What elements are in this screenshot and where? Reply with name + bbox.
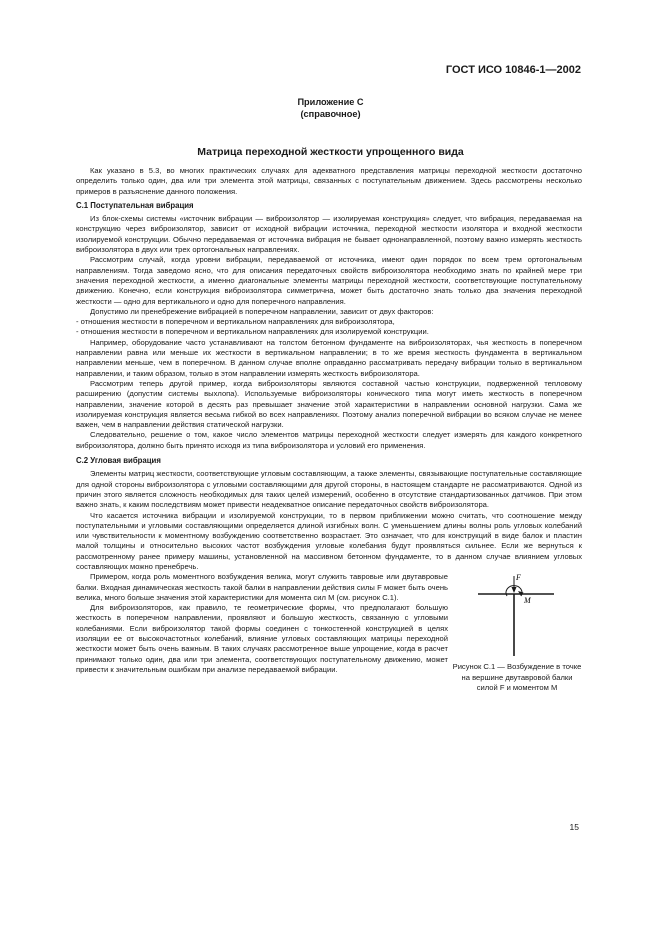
document-header: ГОСТ ИСО 10846-1—2002	[445, 64, 581, 76]
force-label: F	[516, 573, 521, 583]
force-arrow-head	[512, 587, 517, 593]
document-body	[76, 166, 582, 692]
section-1-paragraph: Допустимо ли пренебрежение вибрацией в поперечном направлении, зависит от двух факторов:	[90, 306, 434, 316]
annex-title: Матрица переходной жесткости упрощенного вида	[197, 146, 464, 158]
section-1-paragraph: Рассмотрим случай, когда уровни вибрации, передаваемой от источника, имеют один порядок по всем трем ортогональным направлениям. Тогда заведомо ясно, что для описания передаточных свойств виброизолятора необходимо знать по крайней мере три значения переходной жесткости, а именно диагональные элементы матрицы переходной жесткости, соответствующие поступательному движению. Конечно, если конструкция виброизолятора симметрична, может быть достаточно знать только два значения переходной жесткости — одно для вертикального и одно для поперечного направления.	[76, 255, 582, 306]
section-2-paragraph: Примером, когда роль моментного возбуждения велика, могут служить тавровые или двутавровые балки. Входная динамическая жесткость такой балки в направлении действия силы F может быть очень велика, много больше значения этой характеристики для момента сил M (см. рисунок С.1).	[76, 572, 448, 602]
figure-wrap	[76, 572, 582, 692]
section-2-heading: С.2 Угловая вибрация	[76, 456, 161, 466]
figure-caption: Рисунок С.1 — Возбуждение в точке на вершине двутавровой балки силой F и моментом M	[452, 662, 582, 692]
section-1-paragraph: Следовательно, решение о том, какое число элементов матрицы переходной жесткости следует измерять для каждого конкретного виброизолятора, должно быть принято исходя из типа виброизолятора и условий его применения.	[76, 430, 582, 450]
section-1-heading: С.1 Поступательная вибрация	[76, 200, 194, 210]
section-1-paragraph: Например, оборудование часто устанавливают на толстом бетонном фундаменте на виброизоляторах, чья жесткость в поперечном направлении равна или меньше их жесткости в вертикальном направлении; в то же время жесткость фундамента в вертикальном направлении меньше, чем в поперечном. В данном случае вполне оправданно рассматривать передачу вибрации только в вертикальном направлении, и таким образом, только в этом направлении измерять жесткость виброизолятора.	[76, 337, 582, 378]
i-beam-diagram	[474, 572, 558, 658]
section-2-paragraph: Что касается источника вибрации и изолируемой конструкции, то в первом приближении можно считать, что соотношение между поступательными и угловыми составляющими определяется длиной изгибных волн. С уменьшением длины волны роль угловых колебаний или чувствительности к моментному возбуждению соответственно возрастает. Это означает, что для конструкций в виде балок и пластин малой толщины и относительно высоких частот возбуждения угловые колебания будут проявляться сильнее. Если же вернуться к рассмотренному ранее примеру машины, установленной на массивном бетонном фундаменте, то в данном случае влиянием угловых составляющих можно пренебречь.	[76, 510, 582, 571]
list-item: - отношения жесткости в поперечном и вертикальном направлениях для виброизолятора,	[76, 317, 395, 327]
annex-label: Приложение С	[297, 97, 364, 107]
section-1-paragraph: Из блок-схемы системы «источник вибрации — виброизолятор — изолируемая конструкция» следует, что вибрация, передаваемая на конструкцию через виброизолятор, зависит от исходной вибрации источника, переходной жесткости изолятора и входной жесткости изолируемой конструкции. Обычно передаваемая от источника вибрация не бывает однонаправленной, поэтому важно измерять жесткость виброизолятора в двух или трех ортогональных направлениях.	[76, 214, 582, 255]
figure-side-text	[76, 572, 448, 675]
intro-paragraph: Как указано в 5.3, во многих практических случаях для адекватного представления матрицы переходной жесткости достаточно определить только один, два или три элемента этой матрицы, связанных с поступательным движением. Здесь рассмотрены несколько примеров в разъяснение данного положения.	[76, 166, 582, 196]
section-2-paragraph: Для виброизоляторов, как правило, те геометрические формы, что предполагают большую жесткость в поперечном направлении, проявляют и большую жесткость, связанную с угловыми колебаниями. Если виброизолятор такой формы соединен с тонкостенной конструкцией в целях изоляции ее от высокочастотных колебаний, влияние угловых составляющих матрицы переходной жесткости может быть очень важным. В таких случаях рассмотренное выше упрощение, когда в расчет принимают только один, два или три элемента, соответствующих поступательному движению, может привести к значительным ошибкам при анализе передаваемой вибрации.	[76, 603, 448, 674]
page-number: 15	[569, 822, 579, 832]
annex-status: (справочное)	[300, 109, 361, 119]
list-item: - отношения жесткости в поперечном и вертикальном направлениях для изолируемой конструкции.	[76, 327, 429, 337]
section-2-paragraph: Элементы матриц жесткости, соответствующие угловым составляющим, а также элементы, связывающие поступательные составляющие для одной стороны виброизолятора с угловыми составляющими для другой стороны, в настоящем стандарте не рассматриваются. Одной из причин этого является сложность необходимых для таких целей измерений, особенно в отсутствие стандартизованных датчиков. При этом важно знать, к каким последствиям может привести неадекватное описание передаточных свойств виброизолятора.	[76, 469, 582, 510]
annex-heading	[0, 96, 661, 120]
section-1-paragraph: Рассмотрим теперь другой пример, когда виброизоляторы являются составной частью конструкции, подверженной тепловому расширению (допустим системы выхлопа). Используемые виброизоляторы конического типа могут иметь жесткость в поперечном направлении, значение которой в десять раз превышает значение этой характеристики в направлении основной нагрузки. Сама же изолируемая конструкция является весьма гибкой во всех направлениях. Поэтому анализ поперечной вибрации во всяком случае не менее важен, чем в направлении действия статической нагрузки.	[76, 378, 582, 430]
moment-label: M	[524, 596, 531, 606]
